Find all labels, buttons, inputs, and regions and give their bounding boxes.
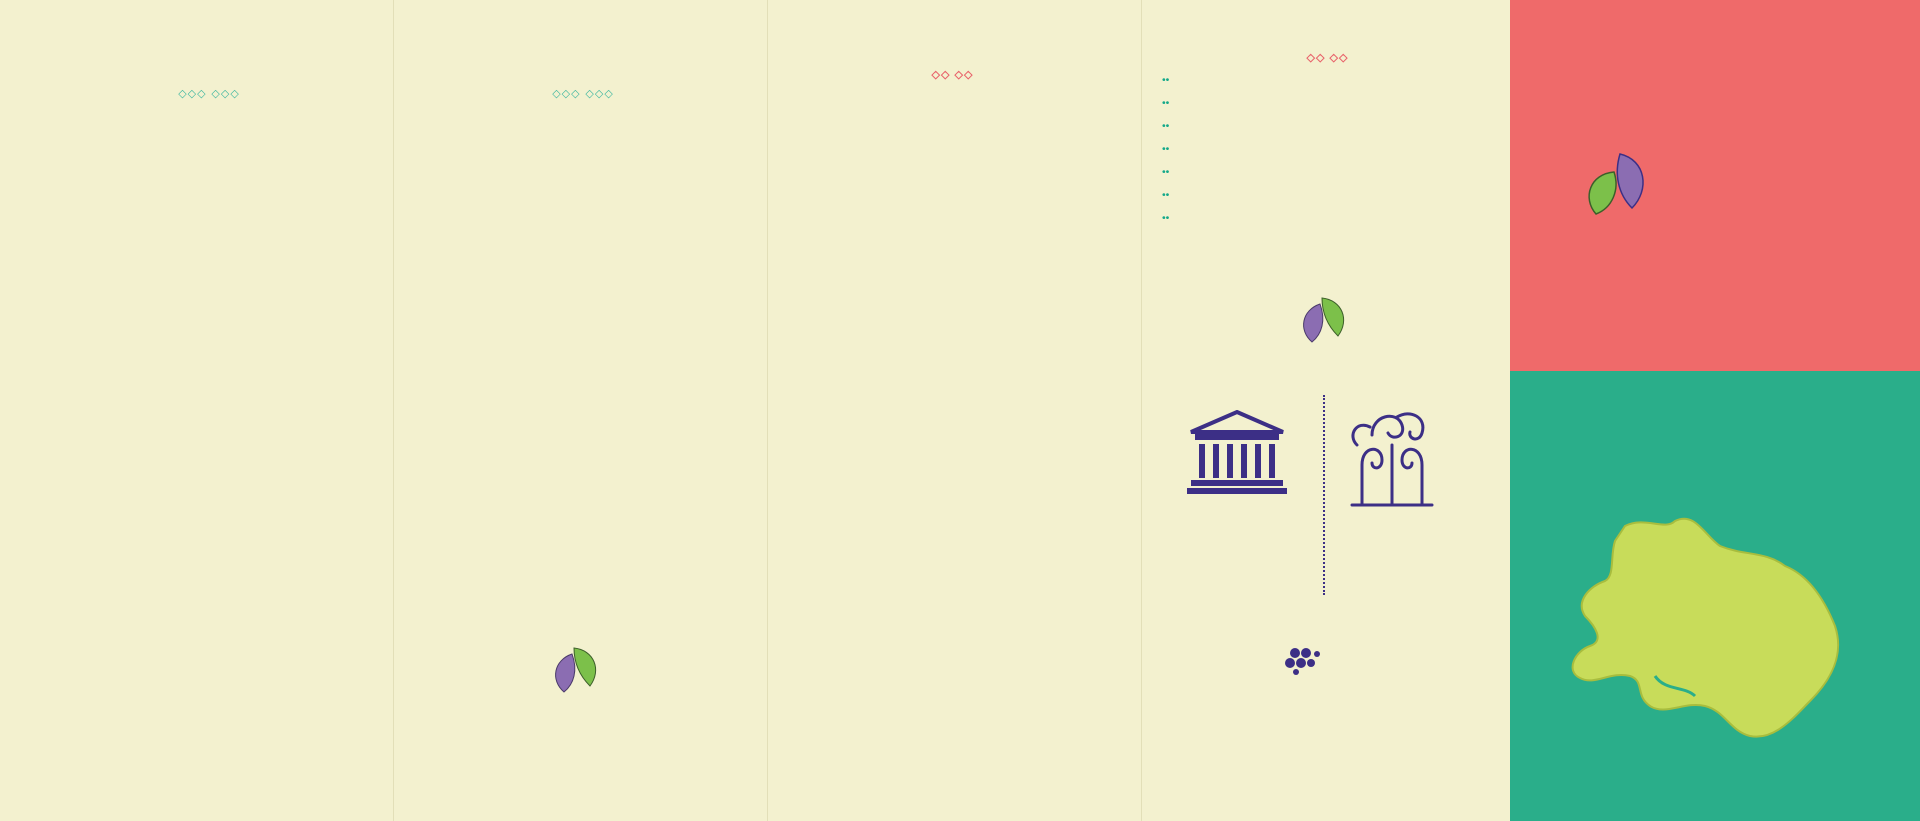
producers-panel <box>768 0 1140 821</box>
products-panel <box>394 0 766 821</box>
paraty-wave-icon <box>1342 405 1442 515</box>
producers-header <box>785 47 1120 84</box>
products-title <box>414 44 752 109</box>
decorative-leaf-row <box>0 706 1510 821</box>
ornament-icon: ◇◇◇ <box>178 87 212 100</box>
unesco-logo <box>1162 410 1312 500</box>
paraty-creative-logo <box>1332 405 1452 516</box>
ficha-title <box>1157 50 1498 64</box>
cover-bottom <box>1510 371 1920 821</box>
credit-row: •• <box>1162 97 1170 109</box>
comunitas-grapes-icon <box>1281 645 1321 675</box>
cover-panel <box>1510 0 1920 821</box>
intro-title <box>42 44 376 109</box>
credit-row: •• <box>1162 74 1170 86</box>
ornament-icon: ◇◇ <box>1306 52 1330 64</box>
logo-leaf-icon <box>1580 150 1650 220</box>
unesco-temple-icon <box>1187 410 1287 495</box>
comunitas-logo <box>1258 645 1344 678</box>
ornament-icon: ◇◇◇ <box>552 87 586 100</box>
ornament-icon: ◇◇ <box>954 69 974 81</box>
credit-row: •• <box>1162 120 1170 132</box>
credits-list <box>1157 73 1498 225</box>
background-leaf-pattern <box>1510 0 1920 371</box>
credit-row: •• <box>1162 189 1170 201</box>
leaf-icon <box>1292 290 1352 345</box>
credit-row: •• <box>1162 166 1170 178</box>
ornament-icon: ◇◇◇ <box>585 87 614 100</box>
ornament-icon: ◇◇◇ <box>211 87 240 100</box>
credit-row: •• <box>1162 143 1170 155</box>
ornament-icon: ◇◇ <box>1329 52 1349 64</box>
ficha-panel <box>1142 0 1508 821</box>
paraty-map-shape <box>1555 506 1885 746</box>
leaf-icon <box>544 640 604 695</box>
prefeitura-logo <box>958 655 1042 693</box>
cover-top <box>1510 0 1920 371</box>
divider <box>1323 395 1325 595</box>
credit-row: •• <box>1162 212 1170 224</box>
ornament-icon: ◇◇ <box>931 69 955 81</box>
intro-panel <box>0 0 392 821</box>
